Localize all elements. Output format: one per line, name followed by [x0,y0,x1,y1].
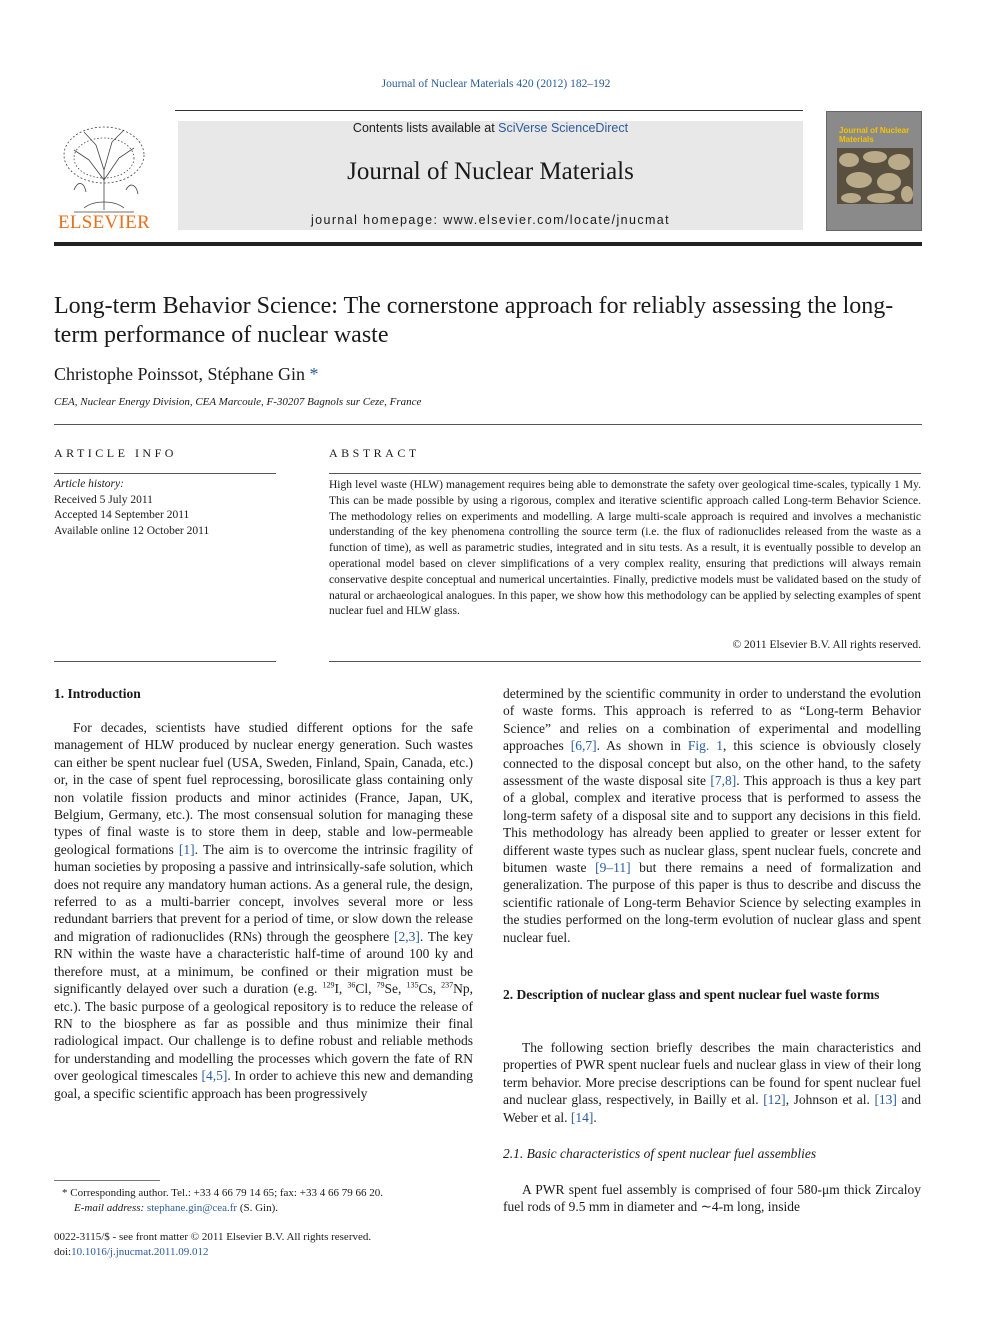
isotope-cl-symbol: Cl, [355,981,377,997]
ref-4-5-link[interactable]: [4,5] [201,1068,228,1084]
footnote-rule [54,1180,160,1181]
publication-info [54,1230,494,1259]
right-text-4: . This approach is thus a key part of a global, complex and iterative process that is performed to assess the long-term safety of a disposal site and to support any decisions in this field. This methodology has already been applied to greater or lesser extent for different waste types such as nuclear glass, spent nuclear fuels, concrete and bitumen waste [503,773,921,876]
isotope-i-mass: 129 [322,980,335,990]
journal-title: Journal of Nuclear Materials [347,158,634,185]
ref-13-link[interactable]: [13] [874,1092,897,1108]
title-rule [54,424,922,425]
email-link[interactable]: stephane.gin@cea.fr [146,1201,238,1214]
history-label: Article history: [54,478,124,490]
received-date: Received 5 July 2011 [54,493,153,506]
isotope-cs-symbol: Cs, [418,981,442,997]
ref-1-link[interactable]: [1] [178,841,195,857]
corresponding-author-contact: Corresponding author. Tel.: +33 4 66 79 14 65; fax: +33 4 66 79 66 20. [70,1187,383,1199]
section-2-body [503,1039,921,1126]
intro-text-2: . The aim is to overcome the intrinsic fragility of human societies by proposing a passive and intrinsically-safe solution, which does not require any mandatory human actions. As a general rule, the design, referred to as a multi-barrier concept, involves several more or less redundant barriers that prevent for a period of time, or slow down the release and migration of radionuclides (RNs) through the geosphere [54,841,474,944]
journal-homepage[interactable]: journal homepage: www.elsevier.com/locate/jnucmat [310,213,671,227]
ref-6-7-link[interactable]: [6,7] [570,738,597,754]
ref-7-8-link[interactable]: [7,8] [710,773,737,789]
abstract-bottom-rule [329,661,921,662]
intro-text-3: . The key RN within the waste have a characteristic half-time of around 100 ky and therefore must, at a minimum, be confined or their migration must be significantly delayed over such a duration (e.g. [54,928,473,997]
email-label: E-mail address: [74,1201,147,1214]
intro-paragraph [54,719,473,1102]
intro-text-4: . The basic purpose of a geological repository is to reduce the release of RN to the biosphere as far as possible and thus minimize their final radiological impact. Our challenge is to define robust and reliable methods for understanding and modelling the processes which govern the fate of RN over geological timescales [54,998,473,1084]
sciencedirect-link[interactable]: SciVerse ScienceDirect [498,121,629,135]
right-text-2: . As shown in [596,738,688,754]
abstract-heading: ABSTRACT [329,446,420,460]
article-title: Long-term Behavior Science: The cornerstone approach for reliably assessing the long-term performance of nuclear waste [54,293,894,348]
issn-line: 0022-3115/$ - see front matter © 2011 Elsevier B.V. All rights reserved. [54,1231,372,1243]
right-text-3: , this science is obviously closely connected to the disposal concept but also, on the other hand, to the safety assessment of the waste disposal site [503,738,922,789]
right-text-5: but there remains a need of formalization and generalization. The purpose of this paper is thus to describe and discuss the scientific rationale of Long-term Behavior Science by selecting examples in the studies performed on the long-term evolution of nuclear glass and spent nuclear fuel. [503,860,921,945]
header-thick-rule [54,242,922,246]
intro-text-1: For decades, scientists have studied different options for the safe management of HLW produced by nuclear energy generation. Such wastes can either be spent nuclear fuel (USA, Sweden, Finland, Spain, Canada, etc.) or, in the case of spent fuel reprocessing, borosilicate glass containing only non volatile fission products and minor actinides (France, Japan, UK, Belgium, Germany, etc.). The most consensual solution for managing these types of final waste is to store them in deep, stable and low-permeable geological formations [54,720,473,857]
section-2-1-body [503,1181,921,1216]
journal-citation[interactable]: Journal of Nuclear Materials 420 (2012) 182–192 [381,78,611,90]
intro-continuation [503,685,921,946]
sec2-text-2: , Johnson et al. [785,1092,875,1108]
isotope-i-symbol: I, [334,981,348,997]
isotope-cs-mass: 135 [406,980,419,990]
online-date: Available online 12 October 2011 [54,524,210,537]
isotope-se-symbol: Se, [384,981,407,997]
article-info-bottom-rule [54,661,276,662]
isotope-np-mass: 237 [441,980,454,990]
affiliation: CEA, Nuclear Energy Division, CEA Marcoule, F-30207 Bagnols sur Ceze, France [54,396,422,408]
intro-text-5: . In order to achieve this new and demanding goal, a specific scientific approach has been progressively [54,1068,474,1101]
abstract-rule [329,473,921,474]
header-rule [175,110,803,111]
abstract-copyright: © 2011 Elsevier B.V. All rights reserved. [732,639,921,651]
intro-column-right [503,685,921,946]
article-history [54,477,276,539]
doi-label: doi: [54,1245,72,1258]
isotope-np-symbol: Np, etc.) [54,981,473,1014]
contents-line [178,121,803,135]
article-info-rule [54,473,276,474]
elsevier-wordmark: ELSEVIER [57,212,151,233]
right-text-1: determined by the scientific community in order to understand the evolution of waste forms. This approach is referred to as “Long-term Behavior Science” and relies on a combination of experimental and modelling approaches [503,686,921,754]
cover-title: Journal of Nuclear Materials [839,126,910,144]
isotope-cl-mass: 36 [347,980,356,990]
journal-cover-thumbnail[interactable] [826,111,922,231]
accepted-date: Accepted 14 September 2011 [54,509,190,521]
intro-column-left [54,719,473,1102]
section-2-paragraph [503,1039,921,1126]
ref-12-link[interactable]: [12] [763,1092,786,1108]
email-suffix: (S. Gin). [237,1201,279,1214]
author-names: Christophe Poinssot, Stéphane Gin [54,364,305,384]
footnote-mark: * [62,1187,68,1199]
article-info-heading: ARTICLE INFO [54,446,177,460]
ref-14-link[interactable]: [14] [570,1109,594,1125]
figure-1-link[interactable]: Fig. 1 [687,738,724,754]
isotope-se-mass: 79 [376,980,385,990]
sec2-text-1: The following section briefly describes the main characteristics and properties of PWR spent nuclear fuels and nuclear glass in view of their long term behavior. More precise descriptions can be found for spent nuclear fuel and nuclear glass, respectively, in Bailly et al. [503,1040,921,1108]
section-2-heading: 2. Description of nuclear glass and spent nuclear fuel waste forms [503,987,880,1002]
sec2-text-4: . [593,1109,597,1125]
corresponding-author-mark[interactable]: * [309,364,319,384]
doi-link[interactable]: 10.1016/j.jnucmat.2011.09.012 [71,1245,209,1258]
corresponding-author-footnote [62,1186,482,1215]
ref-9-11-link[interactable]: [9–11] [595,860,631,876]
section-1-heading: 1. Introduction [54,686,141,701]
section-2-1-paragraph: A PWR spent fuel assembly is comprised of four 580-μm thick Zircaloy fuel rods of 9.5 mm in diameter and ∼4-m long, inside [503,1182,921,1215]
cover-micrograph-image [837,148,913,204]
abstract-text: High level waste (HLW) management requires being able to demonstrate the safety over geological time-scales, typically 1 My. This can be made possible by using a rigorous, complex and iterative scientific approach called Long-term Behavior Science. The methodology relies on experiments and modelling. A large multi-scale approach is required and involves a mechanistic understanding of the key phenomena controlling the source term (i.e. the flux of radionuclides released from the waste as a function of time), as well as parametric studies, integrated and in situ tests. As a result, it is eventually possible to develop an operational model based on clever simplifications of a very complex reality, ensuring that predictions will always remain conservative despite conceptual and numerical uncertainties. Finally, predictive models must be validated based on the study of natural or archaeological analogues. In this paper, we show how this methodology can be applied by selecting examples of spent nuclear fuel and HLW glass. [329,479,921,618]
contents-prefix: Contents lists available at [352,121,499,135]
authors-line [54,364,319,385]
sec2-text-3: and Weber et al. [503,1092,921,1125]
ref-2-3-link[interactable]: [2,3] [394,928,420,944]
section-2-1-heading: 2.1. Basic characteristics of spent nuclear fuel assemblies [503,1146,817,1161]
